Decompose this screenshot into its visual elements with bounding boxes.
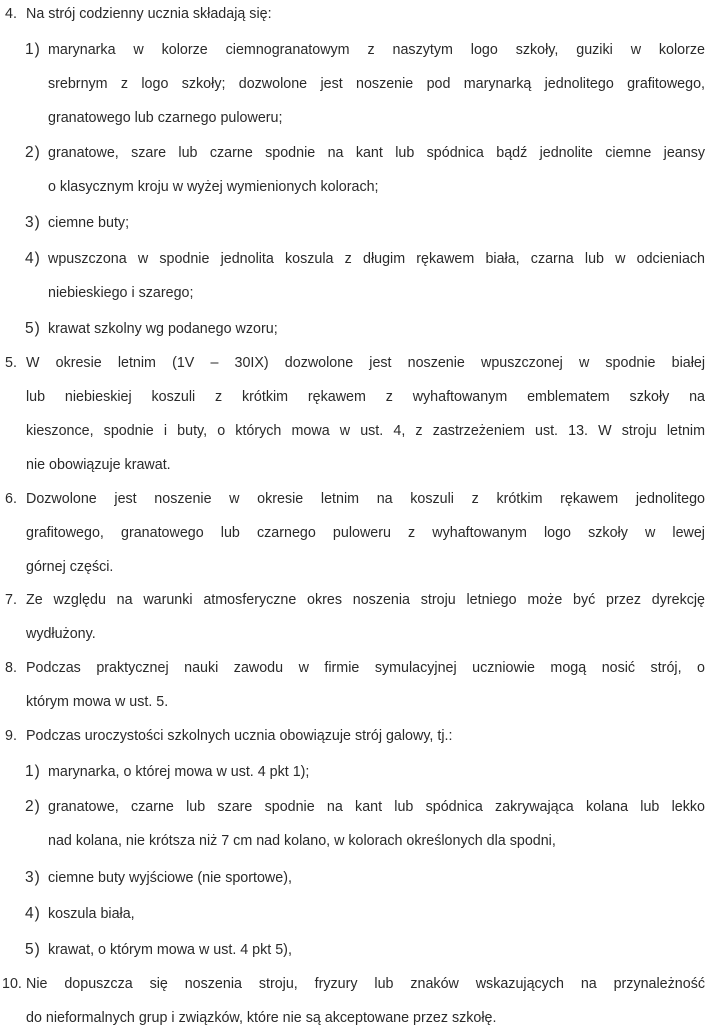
subitem-number: 3): [25, 869, 41, 886]
subitem-line: marynarka, o której mowa w ust. 4 pkt 1);: [48, 764, 310, 780]
item-line: grafitowego, granatowego lub czarnego puloweru z wyhaftowanym logo szkoły w lewej: [26, 525, 705, 541]
item-number: 9.: [5, 728, 17, 744]
subitem-line: krawat szkolny wg podanego wzoru;: [48, 321, 278, 337]
subitem-line: ciemne buty;: [48, 215, 130, 231]
item-line: Podczas uroczystości szkolnych ucznia obowiązuje strój galowy, tj.:: [26, 728, 453, 744]
subitem-number: 5): [25, 941, 41, 958]
item-line: nie obowiązuje krawat.: [26, 457, 171, 473]
subitem-number: 3): [25, 214, 41, 231]
item-number: 6.: [5, 491, 17, 507]
item-number: 10.: [2, 976, 22, 992]
item-line: którym mowa w ust. 5.: [26, 694, 169, 710]
item-number: 7.: [5, 592, 17, 608]
subitem-line: koszula biała,: [48, 906, 135, 922]
item-line: Podczas praktycznej nauki zawodu w firmie symulacyjnej uczniowie mogą nosić strój, o: [26, 660, 705, 676]
item-number: 8.: [5, 660, 17, 676]
item-line: W okresie letnim (1V – 30IX) dozwolone jest noszenie wpuszczonej w spodnie białej: [26, 355, 705, 371]
item-number: 5.: [5, 355, 17, 371]
subitem-line: ciemne buty wyjściowe (nie sportowe),: [48, 870, 292, 886]
subitem-line: krawat, o którym mowa w ust. 4 pkt 5),: [48, 942, 292, 958]
subitem-number: 4): [25, 250, 41, 267]
item-line: Na strój codzienny ucznia składają się:: [26, 6, 272, 22]
item-line: kieszonce, spodnie i buty, o których mowa w ust. 4, z zastrzeżeniem ust. 13. W stroju letnim: [26, 423, 705, 439]
subitem-line: granatowe, czarne lub szare spodnie na kant lub spódnica zakrywająca kolana lub lekko: [48, 799, 705, 815]
subitem-number: 1): [25, 763, 41, 780]
subitem-line: wpuszczona w spodnie jednolita koszula z długim rękawem biała, czarna lub w odcieniach: [48, 251, 705, 267]
item-line: lub niebieskiej koszuli z krótkim rękawem z wyhaftowanym emblematem szkoły na: [26, 389, 705, 405]
item-line: Ze względu na warunki atmosferyczne okres noszenia stroju letniego może być przez dyrekcję: [26, 592, 705, 608]
item-line: do nieformalnych grup i związków, które nie są akceptowane przez szkołę.: [26, 1010, 497, 1026]
item-line: wydłużony.: [26, 626, 96, 642]
subitem-line: niebieskiego i szarego;: [48, 285, 194, 301]
subitem-line: marynarka w kolorze ciemnogranatowym z naszytym logo szkoły, guziki w kolorze: [48, 42, 705, 58]
item-number: 4.: [5, 6, 17, 22]
subitem-line: granatowe, szare lub czarne spodnie na kant lub spódnica bądź jednolite ciemne jeansy: [48, 145, 705, 161]
subitem-number: 2): [25, 144, 41, 161]
item-line: Dozwolone jest noszenie w okresie letnim na koszuli z krótkim rękawem jednolitego: [26, 491, 705, 507]
subitem-number: 1): [25, 41, 41, 58]
subitem-number: 4): [25, 905, 41, 922]
item-line: Nie dopuszcza się noszenia stroju, fryzury lub znaków wskazujących na przynależność: [26, 976, 705, 992]
subitem-line: granatowego lub czarnego puloweru;: [48, 110, 283, 126]
subitem-line: o klasycznym kroju w wyżej wymienionych kolorach;: [48, 179, 379, 195]
subitem-number: 5): [25, 320, 41, 337]
item-line: górnej części.: [26, 559, 114, 575]
subitem-line: srebrnym z logo szkoły; dozwolone jest noszenie pod marynarką jednolitego grafitowego,: [48, 76, 705, 92]
subitem-number: 2): [25, 798, 41, 815]
subitem-line: nad kolana, nie krótsza niż 7 cm nad kolano, w kolorach określonych dla spodni,: [48, 833, 556, 849]
